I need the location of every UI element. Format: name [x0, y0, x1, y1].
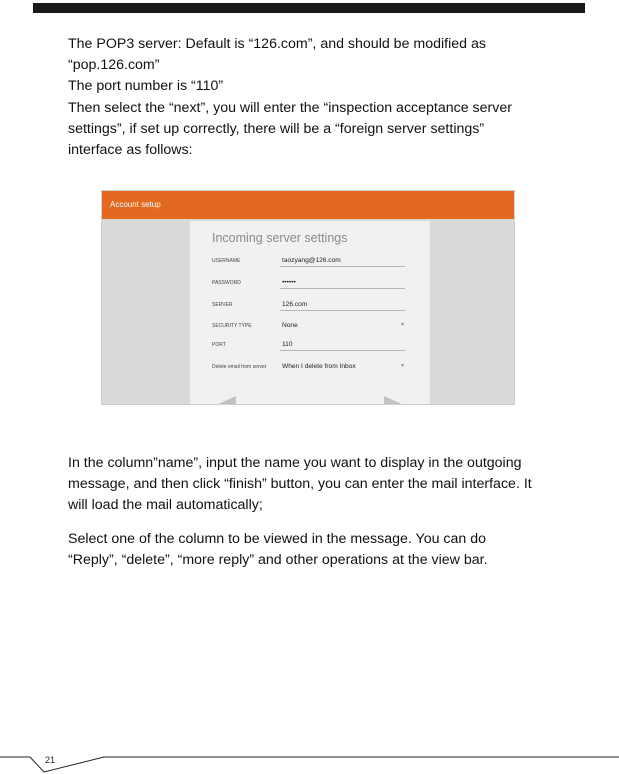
port-label: PORT: [212, 342, 226, 348]
text-line: “pop.126.com”: [68, 57, 160, 74]
delete-email-row[interactable]: [212, 355, 405, 373]
paragraph-view-message: [68, 529, 568, 571]
security-type-value: None: [282, 322, 298, 329]
next-arrow-icon[interactable]: [384, 396, 406, 405]
username-row[interactable]: [212, 249, 405, 267]
dropdown-caret-icon[interactable]: ▼: [400, 363, 405, 369]
text-line: settings”, if set up correctly, there will be a “foreign server settings”: [68, 120, 485, 137]
input-underline: [280, 288, 405, 289]
server-row[interactable]: [212, 293, 405, 311]
delete-email-label: Delete email from server: [212, 364, 267, 370]
paragraph-pop3-settings: [68, 34, 568, 161]
dropdown-caret-icon[interactable]: ▼: [400, 322, 405, 328]
server-value: 126.com: [282, 301, 308, 308]
text-line: The port number is “110”: [68, 78, 224, 95]
account-setup-title: Account setup: [110, 200, 161, 209]
input-underline: [280, 266, 405, 267]
port-row[interactable]: [212, 333, 405, 351]
header-rule: [33, 3, 585, 13]
input-underline: [280, 350, 405, 351]
password-row[interactable]: [212, 271, 405, 289]
embedded-screenshot: [101, 190, 515, 405]
port-value: 110: [282, 341, 293, 348]
text-line: will load the mail automatically;: [68, 497, 263, 514]
previous-arrow-icon[interactable]: [214, 396, 236, 405]
server-label: SERVER: [212, 302, 233, 308]
text-line: message, and then click “finish” button, you can enter the mail interface. It: [68, 476, 532, 493]
input-underline: [280, 310, 405, 311]
text-line: In the column”name”, input the name you want to display in the outgoing: [68, 455, 522, 471]
username-label: USERNAME: [212, 258, 241, 264]
text-line: interface as follows:: [68, 142, 193, 159]
text-line: Select one of the column to be viewed in the message. You can do: [68, 531, 487, 547]
text-line: “Reply”, “delete”, “more reply” and other operations at the view bar.: [68, 552, 488, 569]
text-line: Then select the “next”, you will enter the “inspection acceptance server: [68, 99, 512, 116]
panel-heading: Incoming server settings: [212, 231, 348, 245]
account-setup-header: [102, 191, 514, 219]
password-value: ••••••: [282, 279, 296, 286]
security-type-label: SECURITY TYPE: [212, 323, 252, 329]
username-value: taozyang@126.com: [282, 257, 341, 264]
security-type-row[interactable]: [212, 314, 405, 332]
text-line: The POP3 server: Default is “126.com”, and should be modified as: [68, 36, 486, 52]
footer-rule: [0, 745, 619, 774]
password-label: PASSWORD: [212, 280, 241, 286]
delete-email-value: When I delete from Inbox: [282, 363, 356, 370]
paragraph-name-column: [68, 453, 568, 517]
page-number: 21: [45, 755, 56, 765]
server-settings-panel: [190, 221, 430, 405]
